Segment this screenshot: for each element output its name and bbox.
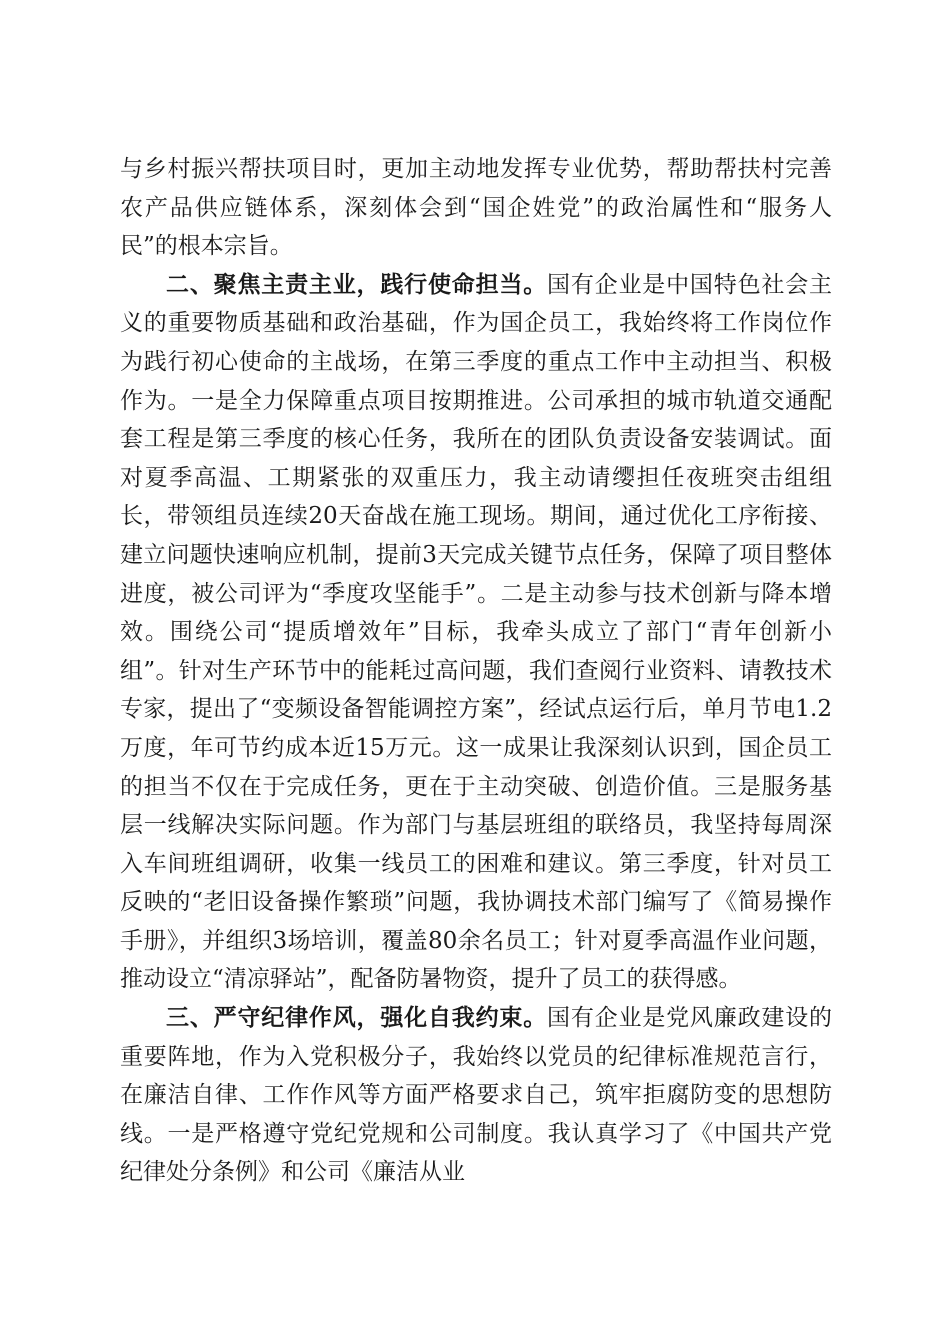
paragraph-text: 国有企业是党风廉政建设的重要阵地，作为入党积极分子，我始终以党员的纪律标准规范言行，在廉洁自律、工作作风等方面严格要求自己，筑牢拒腐防变的思想防线。一是严格遵守党纪党规和公司制度。我认真学习了《中国共产党纪律处分条例》和公司《廉洁从业 bbox=[120, 1005, 833, 1186]
paragraph-text: 与乡村振兴帮扶项目时，更加主动地发挥专业优势，帮助帮扶村完善农产品供应链体系，深刻体会到“国企姓党”的政治属性和“服务人民”的根本宗旨。 bbox=[120, 156, 832, 260]
paragraph-section-2 bbox=[120, 266, 832, 999]
document-body bbox=[120, 150, 832, 1192]
paragraph-section-3 bbox=[120, 999, 832, 1192]
section-heading-2: 二、聚焦主责主业，践行使命担当。 bbox=[166, 271, 548, 298]
paragraph-text: 国有企业是中国特色社会主义的重要物质基础和政治基础，作为国企员工，我始终将工作岗位作为践行初心使命的主战场，在第三季度的重点工作中主动担当、积极作为。一是全力保障重点项目按期推进。公司承担的城市轨道交通配套工程是第三季度的核心任务，我所在的团队负责设备安装调试。面对夏季高温、工期紧张的双重压力，我主动请缨担任夜班突击组组长，带领组员连续20天奋战在施工现场。期间，通过优化工序衔接、建立问题快速响应机制，提前3天完成关键节点任务，保障了项目整体进度，被公司评为“季度攻坚能手”。二是主动参与技术创新与降本增效。围绕公司“提质增效年”目标，我牵头成立了部门“青年创新小组”。针对生产环节中的能耗过高问题，我们查阅行业资料、请教技术专家，提出了“变频设备智能调控方案”，经试点运行后，单月节电1.2万度，年可节约成本近15万元。这一成果让我深刻认识到，国企员工的担当不仅在于完成任务，更在于主动突破、创造价值。三是服务基层一线解决实际问题。作为部门与基层班组的联络员，我坚持每周深入车间班组调研，收集一线员工的困难和建议。第三季度，针对员工反映的“老旧设备操作繁琐”问题，我协调技术部门编写了《简易操作手册》，并组织3场培训，覆盖80余名员工；针对夏季高温作业问题，推动设立“清凉驿站”，配备防暑物资，提升了员工的获得感。 bbox=[120, 271, 833, 993]
paragraph-continuation bbox=[120, 150, 832, 266]
section-heading-3: 三、严守纪律作风，强化自我约束。 bbox=[166, 1005, 548, 1032]
